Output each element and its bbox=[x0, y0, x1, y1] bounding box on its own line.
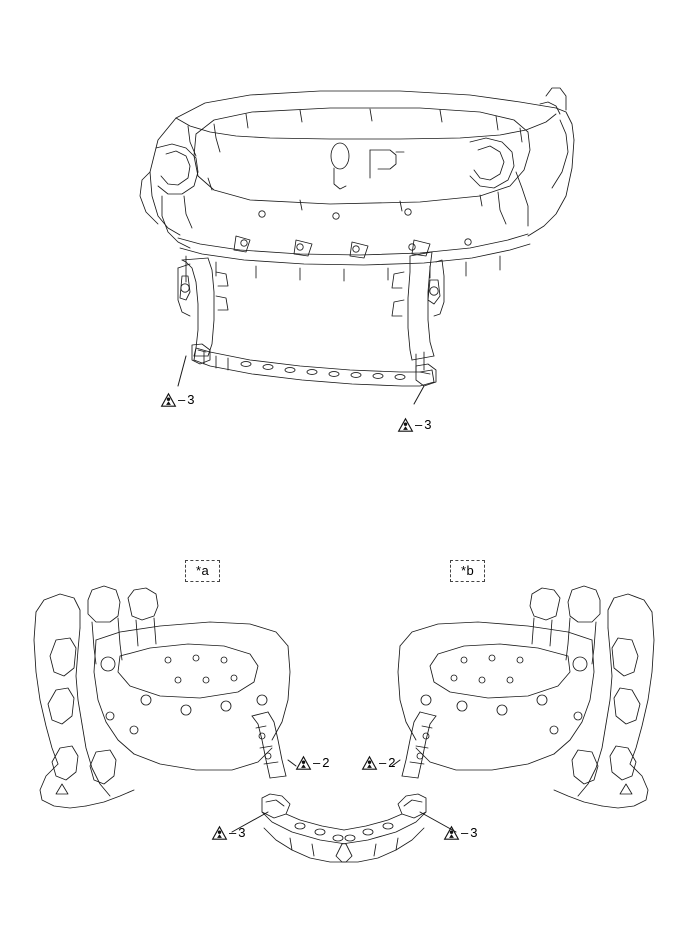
callout-b-2 bbox=[379, 756, 395, 769]
callout-a-2 bbox=[313, 756, 329, 769]
callout-top-right-3 bbox=[415, 418, 431, 431]
callout-b-3 bbox=[461, 826, 477, 839]
triangle-warning-icon bbox=[213, 827, 227, 839]
triangle-warning-icon bbox=[445, 827, 459, 839]
view-label-a: *a bbox=[185, 560, 220, 582]
callout-number: 3 bbox=[470, 825, 478, 840]
callout-number: 3 bbox=[187, 392, 195, 407]
callout-dash: – bbox=[379, 755, 387, 770]
callout-dash: – bbox=[461, 825, 469, 840]
callout-a-3 bbox=[229, 826, 245, 839]
callout-number: 3 bbox=[238, 825, 246, 840]
detail-view-a-linework bbox=[34, 586, 352, 862]
triangle-warning-icon bbox=[399, 419, 413, 431]
callout-number: 2 bbox=[388, 755, 396, 770]
detail-view-b-linework bbox=[336, 586, 654, 862]
triangle-warning-icon bbox=[297, 757, 311, 769]
callout-dash: – bbox=[229, 825, 237, 840]
triangle-warning-icon bbox=[363, 757, 377, 769]
callout-dash: – bbox=[415, 417, 423, 432]
callout-top-left-3 bbox=[178, 393, 194, 406]
view-label-b: *b bbox=[450, 560, 485, 582]
callout-dash: – bbox=[313, 755, 321, 770]
top-assembly-outline bbox=[140, 88, 574, 407]
callout-number: 2 bbox=[322, 755, 330, 770]
callout-symbols bbox=[162, 394, 459, 839]
callout-dash: – bbox=[178, 392, 186, 407]
triangle-warning-icon bbox=[162, 394, 176, 406]
callout-number: 3 bbox=[424, 417, 432, 432]
